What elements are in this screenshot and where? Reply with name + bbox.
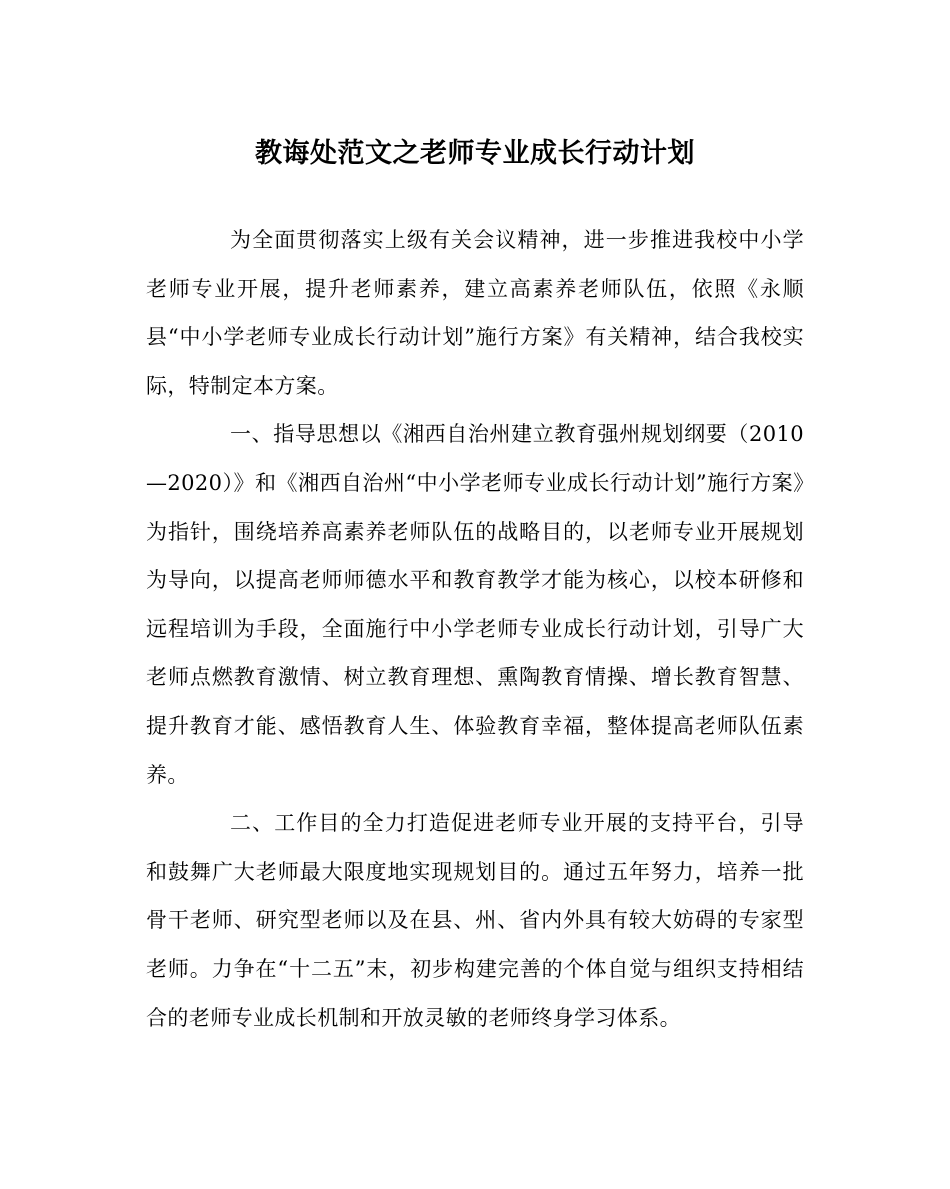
document-body bbox=[146, 216, 804, 1042]
paragraph-guiding-ideology: 一、指导思想以《湘西自治州建立教育强州规划纲要（2010—2020）》和《湘西自治州“中小学老师专业成长行动计划”施行方案》为指针，围绕培养高素养老师队伍的战略目的，以老师专业开展规划为导向，以提高老师师德水平和教育教学才能为核心，以校本研修和远程培训为手段，全面施行中小学老师专业成长行动计划，引导广大老师点燃教育激情、树立教育理想、熏陶教育情操、增长教育智慧、提升教育才能、感悟教育人生、体验教育幸福，整体提高老师队伍素养。 bbox=[146, 422, 804, 787]
paragraph-intro: 为全面贯彻落实上级有关会议精神，进一步推进我校中小学老师专业开展，提升老师素养，建立高素养老师队伍，依照《永顺县“中小学老师专业成长行动计划”施行方案》有关精神，结合我校实际，特制定本方案。 bbox=[146, 228, 804, 398]
paragraph-work-objectives: 二、工作目的全力打造促进老师专业开展的支持平台，引导和鼓舞广大老师最大限度地实现规划目的。通过五年努力，培养一批骨干老师、研究型老师以及在县、州、省内外具有较大妨碍的专家型老师。力争在“十二五”末，初步构建完善的个体自觉与组织支持相结合的老师专业成长机制和开放灵敏的老师终身学习体系。 bbox=[146, 811, 804, 1030]
document-title: 教诲处范文之老师专业成长行动计划 bbox=[255, 138, 695, 169]
